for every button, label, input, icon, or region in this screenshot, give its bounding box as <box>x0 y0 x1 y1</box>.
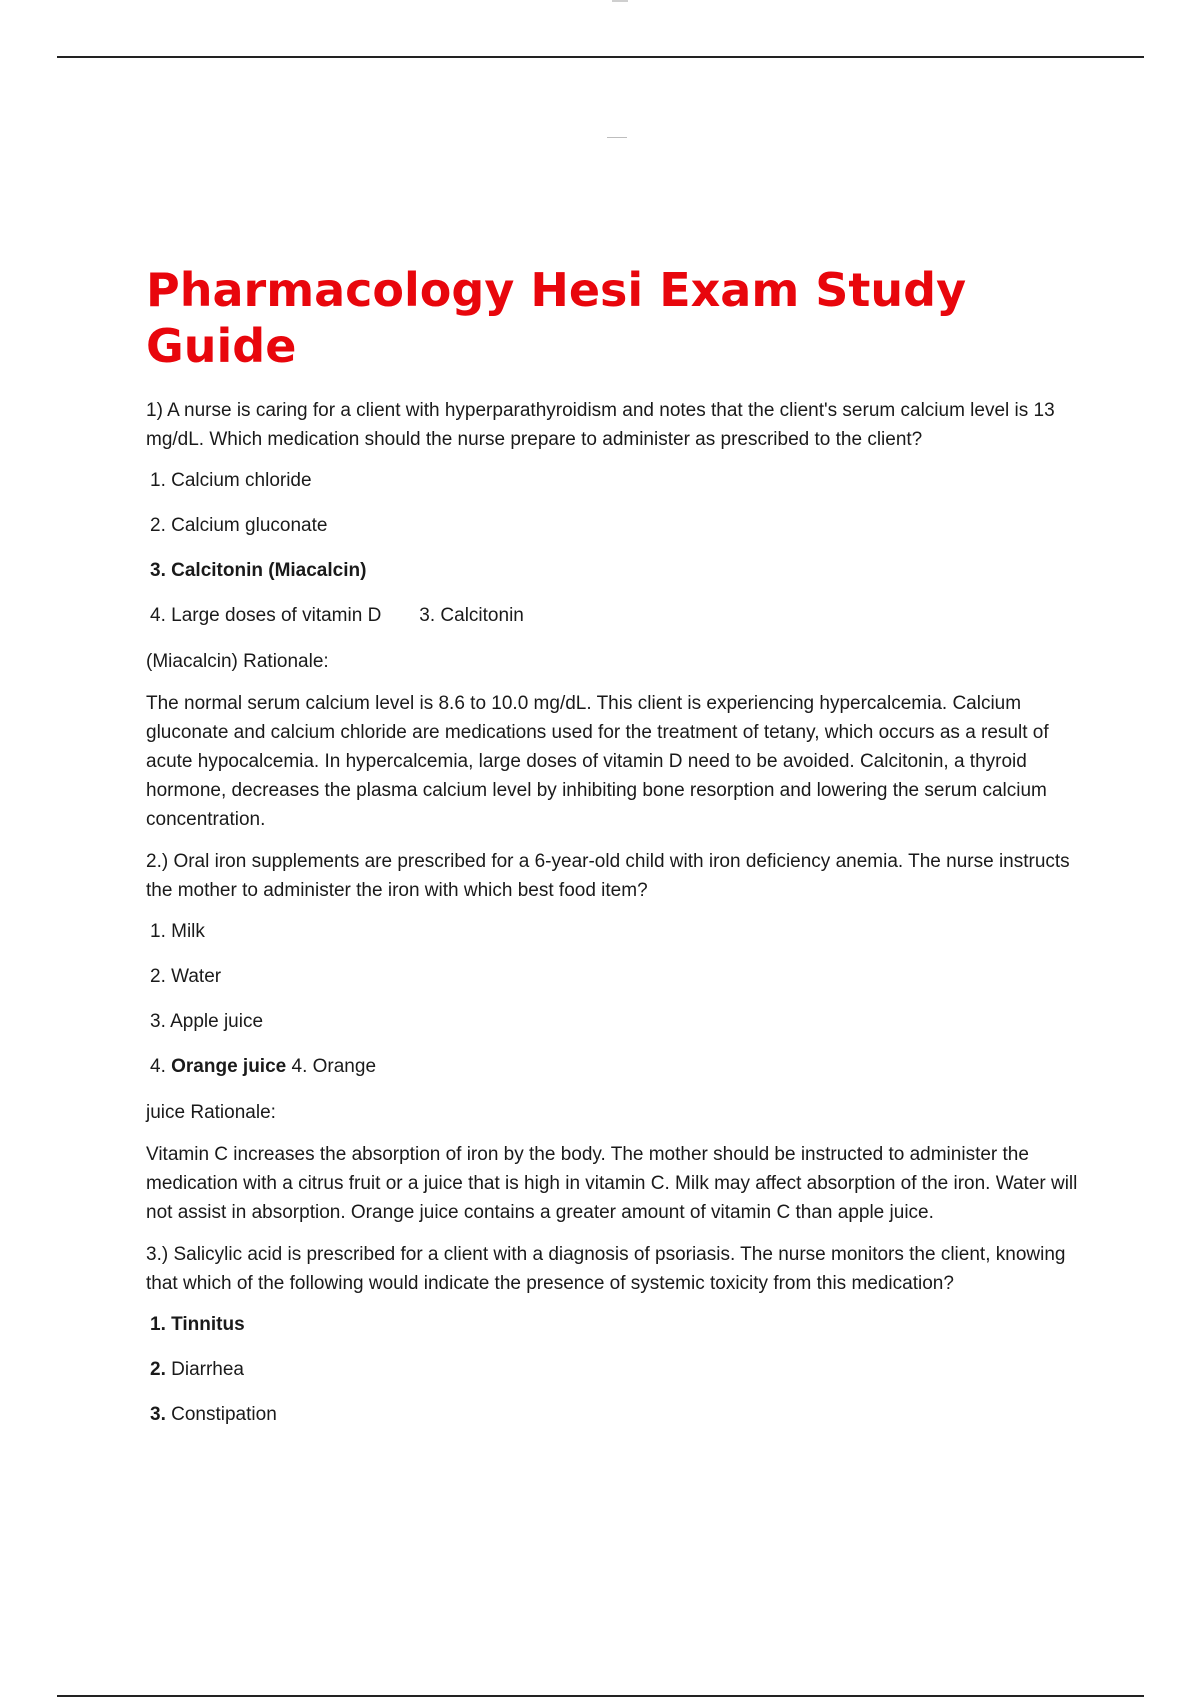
question-2-text: 2.) Oral iron supplements are prescribed for a 6-year-old child with iron deficiency anemia. The nurse instructs the mother to administer the iron with which best food item? <box>146 851 1070 901</box>
footer-rule <box>57 1695 1144 1697</box>
question-2-option-4-line <box>150 1053 1096 1081</box>
document-body <box>146 262 1096 1446</box>
question-1-option-3: 3. Calcitonin (Miacalcin) <box>150 560 367 581</box>
question-1-option-1: 1. Calcium chloride <box>150 470 312 491</box>
question-1-option-2: 2. Calcium gluconate <box>150 515 328 536</box>
page-mark <box>607 137 627 138</box>
document-title: Pharmacology Hesi Exam Study Guide <box>146 263 967 373</box>
question-1-option-4-line <box>150 602 1096 630</box>
question-2-answer: 4. Orange <box>286 1056 377 1077</box>
question-1-text: 1) A nurse is caring for a client with hyperparathyroidism and notes that the client's serum calcium level is 13 mg/dL. Which medication should the nurse prepare to administer as prescribed to the client? <box>146 400 1055 450</box>
question-2-option-1: 1. Milk <box>150 921 205 942</box>
question-2 <box>146 847 1096 1227</box>
header-tick <box>612 0 628 2</box>
question-3-option-2-number: 2. <box>150 1359 166 1380</box>
question-1-rationale: The normal serum calcium level is 8.6 to 10.0 mg/dL. This client is experiencing hypercalcemia. Calcium gluconate and calcium chloride are medications used for the treatment of tetany, which occurs as a result of acute hypocalcemia. In hypercalcemia, large doses of vitamin D need to be avoided. Calcitonin, a thyroid hormone, decreases the plasma calcium level by inhibiting bone resorption and lowering the serum calcium concentration. <box>146 693 1049 830</box>
question-3-option-3: Constipation <box>165 1404 277 1425</box>
question-1 <box>146 396 1096 834</box>
question-3-text: 3.) Salicylic acid is prescribed for a client with a diagnosis of psoriasis. The nurse monitors the client, knowing that which of the following would indicate the presence of systemic toxicity from this medication? <box>146 1244 1066 1294</box>
question-3-option-2: Diarrhea <box>165 1359 245 1380</box>
question-2-option-2: 2. Water <box>150 966 222 987</box>
question-2-option-4: Orange juice <box>171 1056 287 1077</box>
question-3-option-3-line <box>150 1401 1096 1429</box>
question-3-option-1: 1. Tinnitus <box>150 1314 245 1335</box>
question-1-answer: 3. Calcitonin <box>419 605 524 626</box>
question-3 <box>146 1240 1096 1429</box>
question-2-rationale-label: juice Rationale: <box>146 1102 276 1123</box>
question-2-option-3: 3. Apple juice <box>150 1011 264 1032</box>
question-3-option-3-number: 3. <box>150 1404 166 1425</box>
question-1-rationale-label: (Miacalcin) Rationale: <box>146 651 329 672</box>
question-2-rationale: Vitamin C increases the absorption of iron by the body. The mother should be instructed to administer the medication with a citrus fruit or a juice that is high in vitamin C. Milk may affect absorption of the iron. Water will not assist in absorption. Orange juice contains a greater amount of vitamin C than apple juice. <box>146 1144 1078 1223</box>
question-2-option-4-number: 4. <box>150 1056 172 1077</box>
question-3-option-2-line <box>150 1356 1096 1384</box>
question-1-option-4: 4. Large doses of vitamin D <box>150 605 382 626</box>
header-rule <box>57 56 1144 58</box>
